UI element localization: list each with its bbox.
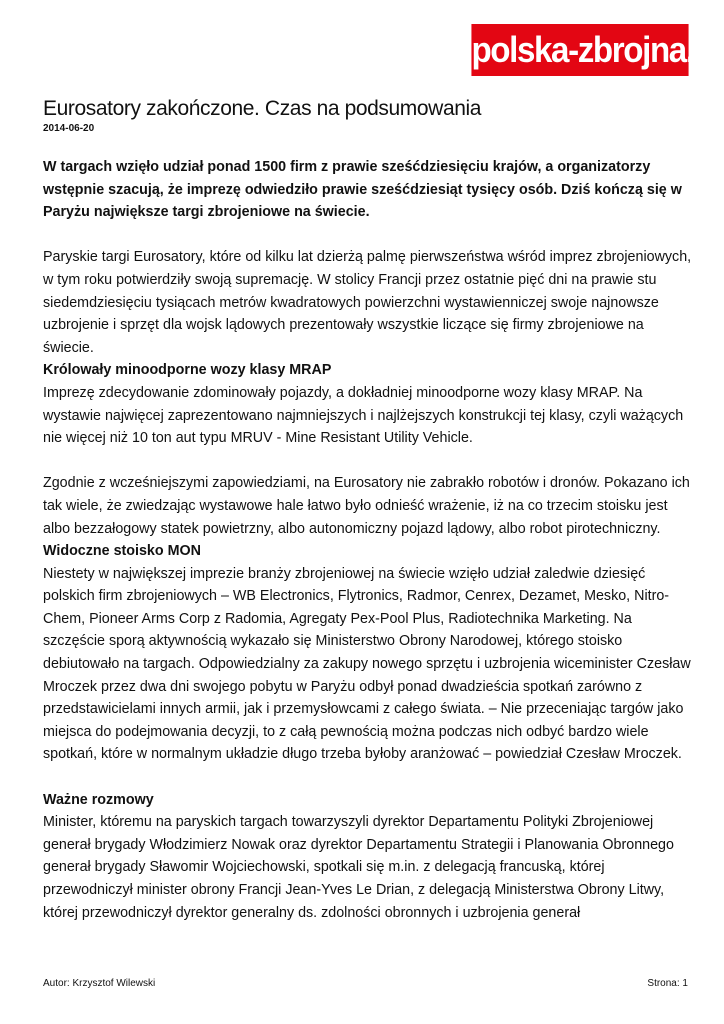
paragraph-spacer	[43, 224, 695, 247]
footer-author: Autor: Krzysztof Wilewski	[43, 978, 156, 989]
article-lead: W targach wzięło udział ponad 1500 firm z prawie sześćdziesięciu krajów, a organizatorzy wstępnie szacują, że imprezę odwiedziło prawie sześćdziesiąt tysięcy osób. Dziś kończą się w Paryżu największe targi zbrojeniowe na świecie.	[43, 159, 682, 221]
subheading-mrap: Królowały minoodporne wozy klasy MRAP	[43, 362, 332, 379]
paragraph-talks: Minister, któremu na paryskich targach towarzyszyli dyrektor Departamentu Polityki Zbrojeniowej generał brygady Włodzimierz Nowak oraz dyrektor Departamentu Strategii i Planowania Obronnego generał brygady Sławomir Wojciechowski, spotkali się m.in. z delegacją francuską, której przewodniczył minister obrony Francji Jean-Yves Le Drian, z delegacją Ministerstwa Obrony Litwy, której przewodniczył dyrektor generalny ds. zdolności obronnych i uzbrojenia generał	[43, 814, 674, 921]
paragraph-spacer	[43, 450, 695, 473]
site-logo: polska-zbrojna.pl	[471, 24, 688, 76]
subheading-talks: Ważne rozmowy	[43, 791, 154, 808]
paragraph-mon: Niestety w największej imprezie branży zbrojeniowej na świecie wzięło udział zaledwie dziesięć polskich firm zbrojeniowych – WB Electronics, Flytronics, Radmor, Cenrex, Dezamet, Mesko, Nitro-Chem, Pioneer Arms Corp z Radomia, Agregaty Pex-Pool Plus, Radiotechnika Marketing. Na szczęście sporą aktywnością wykazało się Ministerstwo Obrony Narodowej, którego stoisko debiutowało na targach. Odpowiedzialny za zakupy nowego sprzętu i uzbrojenia wiceminister Czesław Mroczek przez dwa dni swojego pobytu w Paryżu odbył ponad dwadzieścia spotkań zarówno z przedstawicielami innych armii, jak i przemysłowcami z całego świata. – Nie przeceniając targów jako miejsca do podejmowania decyzji, to z całą pewnością można podczas nich odbyć bardzo wiele spotkań, które w normalnym układzie długo trzeba byłoby aranżować – powiedział Czesław Mroczek.	[43, 565, 691, 763]
article-title: Eurosatory zakończone. Czas na podsumowania	[43, 97, 482, 120]
paragraph-robots: Zgodnie z wcześniejszymi zapowiedziami, na Eurosatory nie zabrakło robotów i dronów. Pokazano ich tak wiele, że zwiedzając wystawowe hale łatwo było odnieść wrażenie, iż na co trzecim stoisku jest albo bezzałogowy statek powietrzny, albo autonomiczny pojazd lądowy, albo robot pirotechniczny.	[43, 475, 690, 537]
paragraph-mrap: Imprezę zdecydowanie zdominowały pojazdy, a dokładniej minoodporne wozy klasy MRAP. Na wystawie najwięcej zaprezentowano najmniejszych i najlżejszych konstrukcji tej klasy, czyli ważących nie więcej niż 10 ton aut typu MRUV - Mine Resistant Utility Vehicle.	[43, 384, 684, 447]
footer-page-number: Strona: 1	[647, 978, 688, 989]
article-body	[43, 156, 695, 924]
paragraph-spacer	[43, 766, 695, 789]
article-date: 2014-06-20	[43, 123, 95, 134]
paragraph-intro: Paryskie targi Eurosatory, które od kilku lat dzierżą palmę pierwszeństwa wśród imprez zbrojeniowych, w tym roku potwierdziły swoją supremację. W stolicy Francji przez ostatnie pięć dni na prawie stu siedemdziesięciu tysiącach metrów kwadratowych powierzchni wystawienniczej swoje najnowsze uzbrojenie i sprzęt dla wojsk lądowych prezentowały wszystkie liczące się firmy zbrojeniowe na świecie.	[43, 249, 692, 356]
subheading-mon: Widoczne stoisko MON	[43, 543, 201, 560]
